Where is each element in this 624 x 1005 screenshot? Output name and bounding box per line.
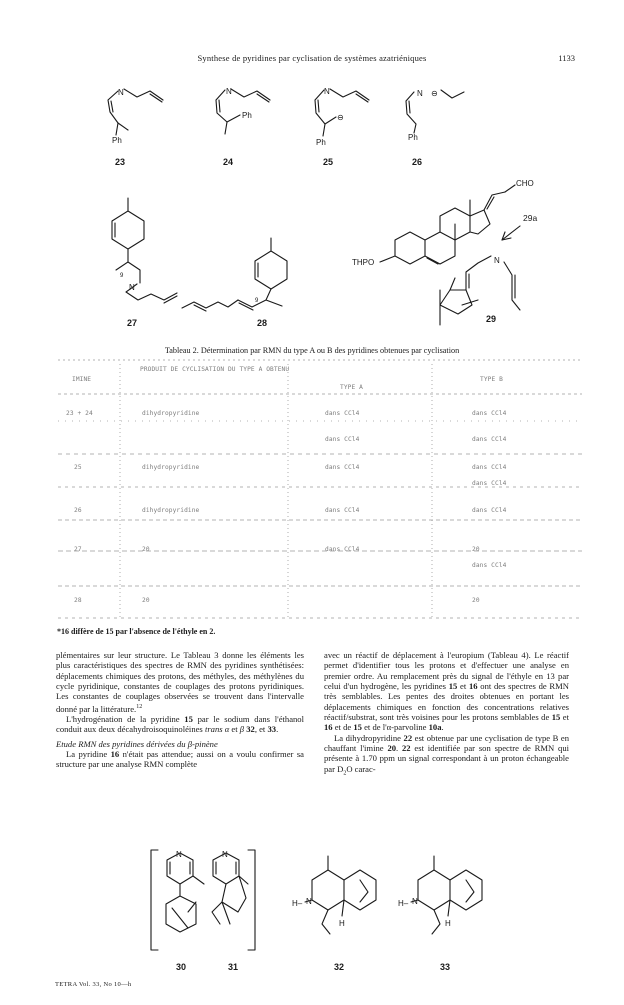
svg-text:N: N (324, 87, 330, 96)
page-number: 1133 (558, 53, 575, 63)
compound-label-23: 23 (114, 157, 125, 167)
table-header-product: PRODUIT DE CYCLISATION DU TYPE A OBTENU (140, 366, 290, 373)
svg-text:N: N (129, 283, 135, 292)
compound-label-32: 32 (333, 962, 344, 972)
svg-text:CHO: CHO (516, 179, 534, 188)
svg-text:Ph: Ph (408, 133, 418, 142)
svg-text:9: 9 (120, 273, 124, 279)
paragraph: La dihydropyridine 22 est obtenue par une cyclisation de type B en chauffant l'imine 20. 22 est identifiée par son spectre de RMN qui présente à 1.70 ppm un signal correspondant à un proton échangeable par $D_2O$ carac- (324, 732, 570, 777)
compound-label-25: 25 (322, 157, 333, 167)
svg-text:N: N (494, 256, 500, 265)
table-cell-imine: 25 (74, 464, 82, 471)
table-cell-product: 20 (142, 546, 150, 553)
table-cell-type-a: dans CCl4 (325, 410, 360, 417)
table-cell-product: 20 (142, 597, 150, 604)
table-cell-type-b: dans CCl4 (472, 464, 507, 471)
svg-text:H–: H– (398, 899, 409, 908)
svg-text:N: N (306, 897, 312, 906)
structure-28 (182, 238, 287, 311)
svg-text:H: H (339, 919, 345, 928)
svg-text:29a: 29a (523, 213, 538, 223)
running-head: Synthese de pyridines par cyclisation de systèmes azatriéniques (197, 53, 427, 63)
svg-text:Ph: Ph (112, 136, 122, 145)
structure-27 (112, 198, 177, 303)
table-header-imine: IMINE (72, 376, 92, 383)
compound-label-31: 31 (227, 962, 238, 972)
table-cell-type-b: 20 (472, 546, 480, 553)
table-cell-type-b: dans CCl4 (472, 562, 507, 569)
table-cell-imine: 23 + 24 (66, 410, 93, 417)
paragraph: La pyridine 16 n'était pas attendue; aussi on a voulu confirmer sa structure par une analyse RMN complète (56, 748, 304, 770)
svg-text:Ph: Ph (242, 111, 252, 120)
paragraph: L'hydrogénation de la pyridine 15 par le sodium dans l'éthanol conduit aux deux décahydroisoquinoléines trans α et β 32, et 33. (56, 713, 304, 735)
table-cell-type-a: dans CCl4 (325, 436, 360, 443)
structure-23 (108, 89, 163, 135)
table-cell-type-b: dans CCl4 (472, 436, 507, 443)
table-cell-product: dihydropyridine (142, 410, 200, 417)
paragraph: plémentaires sur leur structure. Le Tableau 3 donne les éléments les plus caractéristiques des spectres de RMN des pyridines synthétisées: déplacements chimiques des protons, des méthyles, des méthylènes du cycle pyridinique, constantes de couplages des protons pyridiniques. Les constantes de couplages observées se trouvent dans l'intervalle donné par la littérature.$^{12}$ (56, 650, 304, 714)
compound-label-30: 30 (175, 962, 186, 972)
structure-30 (166, 853, 204, 932)
table-cell-imine: 26 (74, 507, 82, 514)
table-cell-product: dihydropyridine (142, 464, 200, 471)
svg-text:N: N (417, 89, 423, 98)
table-cell-type-b: dans CCl4 (472, 507, 507, 514)
table-cell-type-a: dans CCl4 (325, 507, 360, 514)
structure-29 (380, 185, 520, 325)
table-cell-product: dihydropyridine (142, 507, 200, 514)
table-cell-type-b: dans CCl4 (472, 480, 507, 487)
svg-text:H–: H– (292, 899, 303, 908)
svg-text:N: N (412, 897, 418, 906)
table-header-type-b: TYPE B (480, 376, 503, 383)
svg-text:N: N (118, 88, 124, 97)
structure-31 (212, 853, 248, 924)
table-header-type-a: TYPE A (340, 384, 363, 391)
compound-label-33: 33 (439, 962, 450, 972)
paragraph: avec un réactif de déplacement à l'europium (Tableau 4). Le réactif permet d'identifier tous les protons et d'effectuer une analyse en premier ordre. Au remplacement près du signal de l'éthyle en 13 par celui d'un hydrogène, les pyridines 15 et 16 ont des spectres de RMN très semblables. Les pentes des droites obtenues en portant les déplacements chimiques en fonction des concentrations relatives réactif/substrat, sont très voisines pour les protons semblables de 15 et 16 et de 15 et de l'α-parvoline 10a. (324, 650, 570, 733)
svg-text:9: 9 (255, 298, 259, 304)
svg-text:THPO: THPO (352, 258, 375, 267)
svg-text:H: H (445, 919, 451, 928)
svg-text:N: N (222, 850, 228, 859)
table-cell-type-a: dans CCl4 (325, 464, 360, 471)
compound-label-26: 26 (411, 157, 422, 167)
table-cell-type-a: dans CCl4 (325, 546, 360, 553)
compound-label-29: 29 (485, 314, 496, 324)
journal-footer: TETRA Vol. 33, No 10—h (55, 981, 132, 988)
svg-text:N: N (226, 87, 232, 96)
left-column (56, 650, 304, 770)
svg-text:⊖: ⊖ (431, 89, 438, 98)
structures-figure-bottom (0, 840, 624, 980)
table-cell-imine: 27 (74, 546, 82, 553)
structures-figure-top (0, 0, 624, 345)
compound-label-27: 27 (126, 318, 137, 328)
right-column (324, 650, 569, 779)
svg-text:⊖: ⊖ (337, 113, 344, 122)
section-heading: Etude RMN des pyridines dérivées du β-pinène (56, 738, 218, 749)
table-footnote: *16 diffère de 15 par l'absence de l'éthyle en 2. (57, 627, 216, 636)
table-rules (0, 356, 624, 626)
table-cell-type-b: dans CCl4 (472, 410, 507, 417)
compound-label-28: 28 (256, 318, 267, 328)
compound-label-24: 24 (222, 157, 233, 167)
table-caption: Tableau 2. Détermination par RMN du type A ou B des pyridines obtenues par cyclisation (164, 346, 460, 355)
table-cell-type-b: 20 (472, 597, 480, 604)
svg-text:Ph: Ph (316, 138, 326, 147)
svg-text:N: N (176, 850, 182, 859)
table-cell-imine: 28 (74, 597, 82, 604)
